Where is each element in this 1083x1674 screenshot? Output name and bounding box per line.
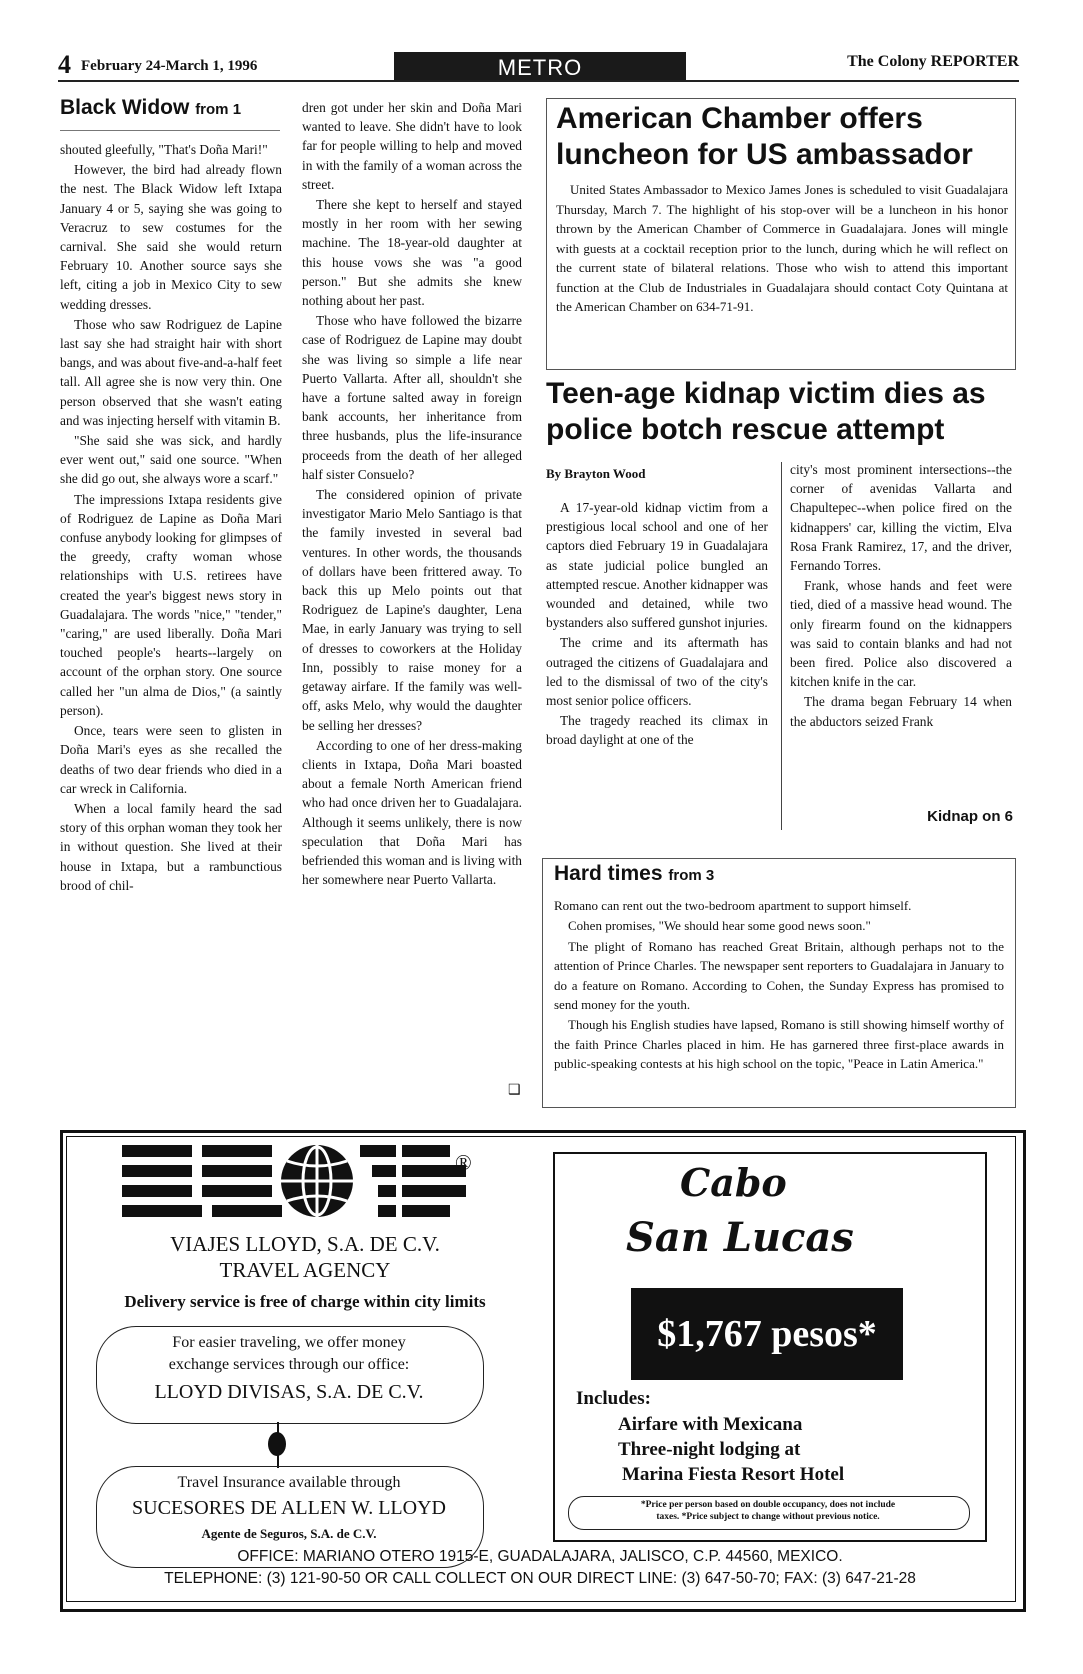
- paragraph: Those who have followed the bizarre case of Rodriguez de Lapine may doubt she was living so simple a life near Puerto Vallarta. After all, shouldn't she have a fortune salted away in foreign bank accounts, her inheritance from three husbands, plus the life-insurance proceeds from the death of her alleged half sister Consuelo?: [302, 313, 522, 482]
- kidnap-jump-line: Kidnap on 6: [927, 808, 1013, 825]
- connector-knob-icon: [268, 1432, 286, 1456]
- office-address: OFFICE: MARIANO OTERO 1915-E, GUADALAJARA, JALISCO, C.P. 44560, MEXICO.: [237, 1548, 843, 1565]
- paragraph: When a local family heard the sad story of this orphan woman they took her in without question. She lived at their house in Ixtapa, but a rambunctious brood of chil-: [60, 800, 282, 893]
- publication-name: The Colony REPORTER: [847, 53, 1019, 70]
- paragraph: There she kept to herself and stayed mostly in her room with her sewing machine. The 18-year-old daughter at this house vows she was "a good person." But she admits she knew nothing about her past.: [302, 197, 522, 309]
- hard-times-headline: Hard times from 3: [554, 862, 715, 885]
- page-number: 4: [58, 50, 71, 79]
- headline-rule: [60, 130, 280, 131]
- end-mark-icon: ❑: [508, 1083, 521, 1098]
- paragraph: Frank, whose hands and feet were tied, died of a massive head wound. The only firearm found on the kidnappers was said to contain blanks and had not been fired. Police also discovered a kitchen knife in the car.: [790, 578, 1012, 690]
- paragraph: shouted gleefully, "That's Doña Mari!": [60, 142, 268, 157]
- column-divider: [781, 462, 782, 830]
- price-box: $1,767 pesos*: [631, 1288, 903, 1380]
- kidnap-column-2: [790, 460, 1012, 732]
- chamber-body: [556, 180, 1008, 318]
- includes-label: Includes:: [576, 1388, 651, 1409]
- ad-company-name: VIAJES LLOYD, S.A. DE C.V.: [170, 1232, 440, 1256]
- ad-delivery-note: Delivery service is free of charge within city limits: [124, 1292, 486, 1311]
- chamber-headline: American Chamber offers luncheon for US ambassador: [556, 102, 973, 171]
- lloyd-logo: [122, 1143, 468, 1224]
- exchange-line-1: For easier traveling, we offer money: [172, 1334, 406, 1351]
- fine-print: [570, 1499, 966, 1523]
- paragraph: "She said she was sick, and hardly ever went out," said one source. "When she did go out, she always wore a scarf.": [60, 433, 282, 487]
- telephone-line: TELEPHONE: (3) 121-90-50 OR CALL COLLECT ON OUR DIRECT LINE: (3) 647-50-70; FAX: (3) 647-21-28: [164, 1570, 916, 1587]
- paragraph: The considered opinion of private investigator Mario Melo Santiago is that the family invested in several bad ventures. In other words, the thousands of dollars have been frittered away. To back this up Melo points out that Rodriguez de Lapine's daughter, Lena Mae, in early January was trying to sell of dresses to coworkers at the Holiday Inn, possibly to raise money for a getaway airfare. If the family was well-off, asks Melo, why would the daughter be selling her dresses?: [302, 487, 522, 733]
- paragraph: Those who saw Rodriguez de Lapine last say she had straight hair with short bangs, and was about five-and-a-half feet tall. All agree she is now very thin. One person observed that she wasn't eating and was injecting herself with vitamin B.: [60, 316, 282, 428]
- paragraph: The drama began February 14 when the abductors seized Frank: [790, 694, 1012, 729]
- kidnap-column-1: [546, 498, 768, 751]
- section-banner: METRO: [394, 52, 686, 82]
- header-rule: [58, 80, 1019, 82]
- issue-date: February 24-March 1, 1996: [81, 58, 258, 74]
- paragraph: Though his English studies have lapsed, Romano is still showing himself worthy of the faith Prince Charles placed in him. He has garnered three first-place awards in public-speaking contests at his high school on the topic, "Peace in Latin America.": [554, 1017, 1004, 1072]
- fine-print-line-1: *Price per person based on double occupancy, does not include: [640, 1500, 896, 1510]
- insurance-company: SUCESORES DE ALLEN W. LLOYD: [132, 1497, 446, 1519]
- exchange-office: LLOYD DIVISAS, S.A. DE C.V.: [154, 1381, 424, 1403]
- paragraph: The impressions Ixtapa residents give of Rodriguez de Lapine as Doña Mari confuse anybody looking for glimpses of the greedy, crafty woman whose relationships with U.S. retirees have created the year's biggest news story in Guadalajara. The words "nice," "tender," "caring," are used liberally. Doña Mari touched people's hearts--largely on account of the orphan story. One source called her "un alma de Dios," (a saintly person).: [60, 491, 282, 718]
- insurance-agent: Agente de Seguros, S.A. de C.V.: [201, 1526, 377, 1541]
- include-airfare: Airfare with Mexicana: [618, 1414, 803, 1435]
- kidnap-byline: By Brayton Wood: [546, 466, 646, 481]
- page-header-left: [58, 50, 257, 80]
- paragraph: A 17-year-old kidnap victim from a prestigious local school and one of her captors died February 19 in Guadalajara as state judicial police bungled an attempted rescue. Another kidnapper was wounded and detained, while two bystanders also suffered gunshot injuries.: [546, 500, 768, 631]
- paragraph: Cohen promises, "We should hear some good news soon.": [568, 918, 871, 934]
- include-hotel: Marina Fiesta Resort Hotel: [622, 1464, 845, 1485]
- ad-travel-agency: TRAVEL AGENCY: [219, 1258, 391, 1282]
- paragraph: The plight of Romano has reached Great Britain, although perhaps not to the attention of Prince Charles. The newspaper sent reporters to Guadalajara in January to do a feature on Romano. According to Cohen, the Sunday Express has promised to send money for the youth.: [554, 938, 1004, 1013]
- paragraph: city's most prominent intersections--the corner of avenidas Vallarta and Chapultepec--when police fired on the kidnappers' car, killing the victim, Elva Rosa Frank Ramirez, 17, and the driver, Fernando Torres.: [790, 462, 1012, 574]
- cabo-title-line-1: Cabo: [680, 1160, 787, 1205]
- black-widow-column-1: [60, 140, 282, 896]
- cabo-title-line-2: San Lucas: [626, 1214, 854, 1261]
- paragraph: Romano can rent out the two-bedroom apartment to support himself.: [554, 898, 912, 913]
- paragraph: However, the bird had already flown the nest. The Black Widow left Ixtapa January 4 or 5, saying she was going to Veracruz to sew costumes for the carnival. She said she would return February 10. Another source says she left, citing a job in Mexico City to sew wedding dresses.: [60, 162, 282, 312]
- paragraph: According to one of her dress-making clients in Ixtapa, Doña Mari boasted about a female North American friend who had once driven her to Guadalajara. Although it seems unlikely, there is now speculation that Doña Mari has befriended this woman and is living with her somewhere near Puerto Vallarta.: [302, 737, 522, 888]
- paragraph: dren got under her skin and Doña Mari wanted to leave. She didn't have to look far for people willing to help and moved in with the family of a woman across the street.: [302, 100, 522, 192]
- hard-times-body: [554, 896, 1004, 1075]
- black-widow-column-2: [302, 98, 522, 890]
- lloyd-logo-icon: [122, 1143, 468, 1219]
- paragraph: The crime and its aftermath has outraged the citizens of Guadalajara and led to the dismissal of two of the city's most senior police officers.: [546, 635, 768, 709]
- fine-print-line-2: taxes. *Price subject to change without previous notice.: [656, 1512, 880, 1522]
- paragraph: United States Ambassador to Mexico James Jones is scheduled to visit Guadalajara Thursday, March 7. The highlight of his stop-over will be a luncheon in his honor thrown by the American Chamber of Commerce in Guadalajara. Jones will mingle with guests at a cocktail reception prior to the lunch, during which he will reflect on the current state of bilateral relations. Those who wish to attend this important function at the Club de Industriales in Guadalajara should contact Coty Quintana at the American Chamber on 634-71-91.: [556, 182, 1008, 314]
- paragraph: Once, tears were seen to glisten in Doña Mari's eyes as she recalled the deaths of two dear friends who died in a car wreck in California.: [60, 723, 282, 796]
- black-widow-headline: Black Widow from 1: [60, 96, 242, 119]
- insurance-line: Travel Insurance available through: [177, 1474, 401, 1491]
- include-lodging: Three-night lodging at: [618, 1439, 801, 1460]
- paragraph: The tragedy reached its climax in broad daylight at one of the: [546, 713, 768, 748]
- registered-mark: ®: [455, 1150, 472, 1175]
- kidnap-headline: Teen-age kidnap victim dies as police botch rescue attempt: [546, 377, 986, 446]
- exchange-line-2: exchange services through our office:: [168, 1356, 410, 1373]
